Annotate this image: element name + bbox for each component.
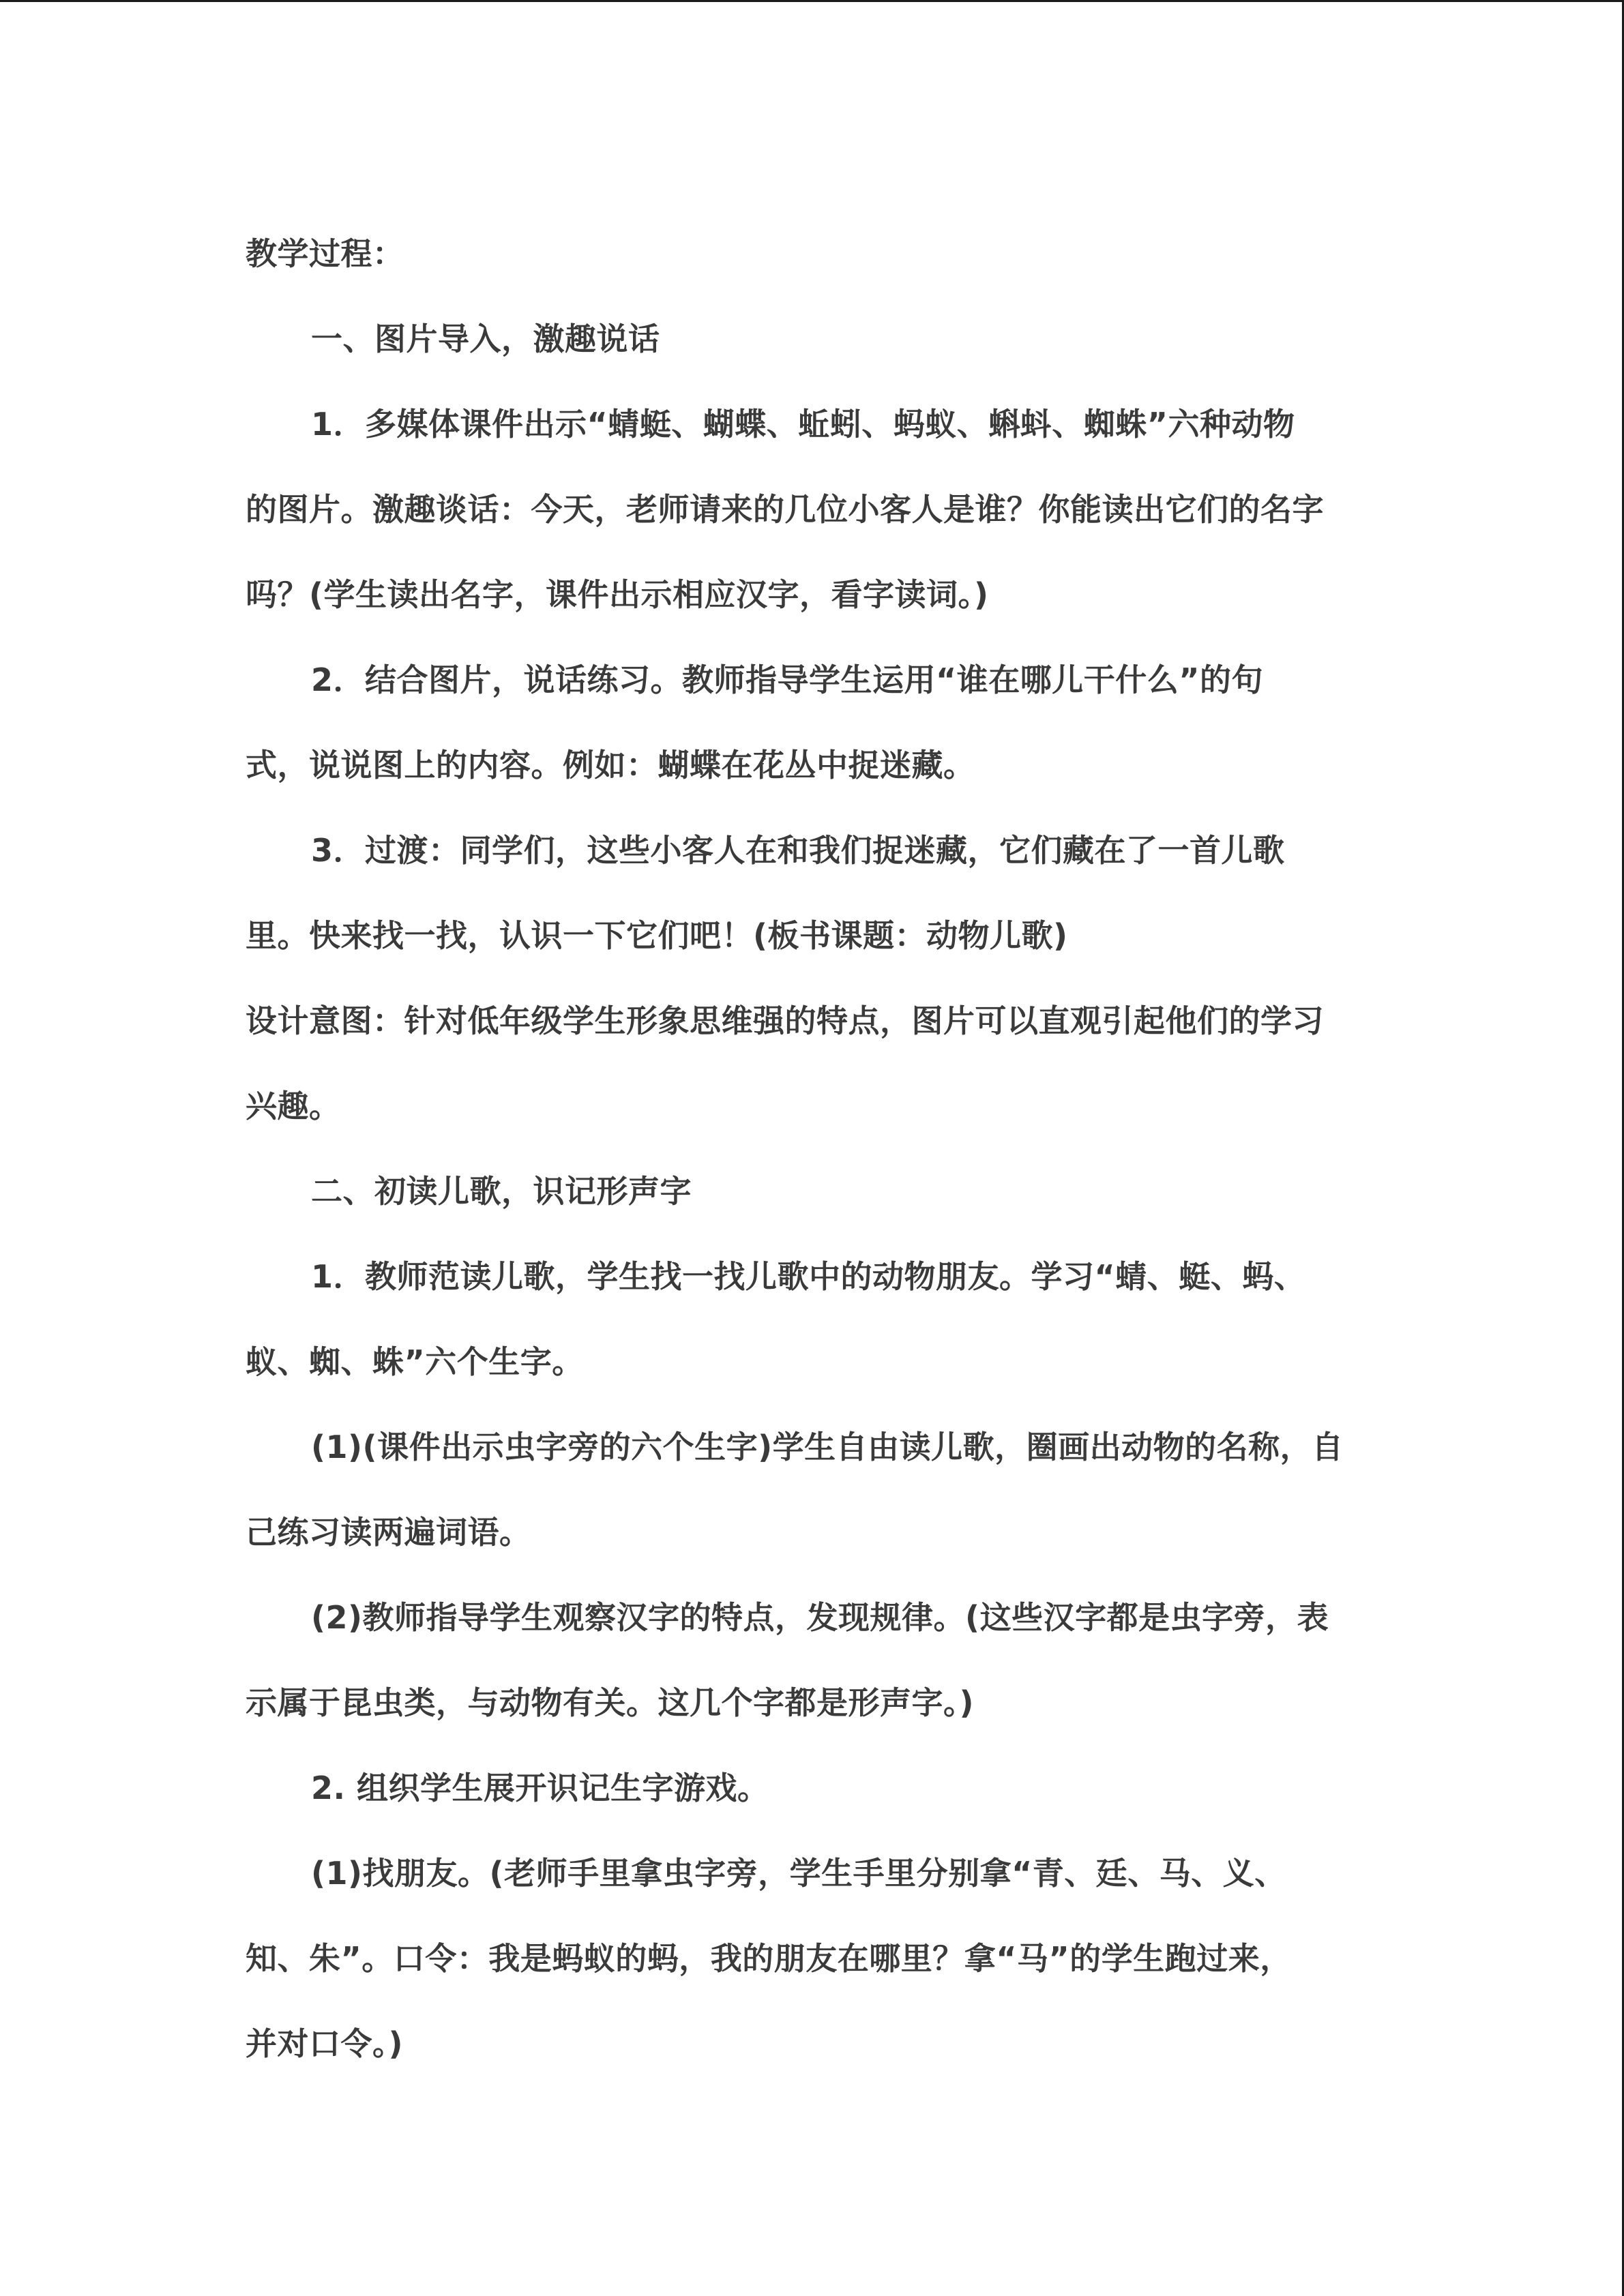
paragraph-line: 的图片。激趣谈话：今天，老师请来的几位小客人是谁？你能读出它们的名字 (246, 491, 1324, 528)
paragraph-line: 2. 组织学生展开识记生字游戏。 (311, 1770, 769, 1806)
section-heading-teaching-process: 教学过程： (246, 235, 404, 272)
paragraph-line: 吗？(学生读出名字，课件出示相应汉字，看字读词。) (246, 576, 989, 613)
paragraph-line: 1．多媒体课件出示“蜻蜓、蝴蝶、蚯蚓、蚂蚁、蝌蚪、蜘蛛”六种动物 (311, 406, 1295, 443)
subheading-first-reading: 二、初读儿歌，识记形声字 (311, 1173, 692, 1210)
page-border-top (0, 0, 1624, 2)
document-body (246, 211, 1371, 2087)
subheading-picture-intro: 一、图片导入，激趣说话 (311, 320, 660, 357)
paragraph-line: (1)(课件出示虫字旁的六个生字)学生自由读儿歌，圈画出动物的名称，自 (311, 1429, 1344, 1465)
paragraph-line: (1)找朋友。(老师手里拿虫字旁，学生手里分别拿“青、廷、马、义、 (311, 1855, 1286, 1892)
paragraph-line: 式，说说图上的内容。例如：蝴蝶在花丛中捉迷藏。 (246, 747, 975, 784)
paragraph-line: 里。快来找一找，认识一下它们吧！(板书课题：动物儿歌) (246, 917, 1068, 954)
design-intent-line: 设计意图：针对低年级学生形象思维强的特点，图片可以直观引起他们的学习 (246, 1002, 1324, 1039)
paragraph-line: 1．教师范读儿歌，学生找一找儿歌中的动物朋友。学习“蜻、蜓、蚂、 (311, 1258, 1306, 1295)
paragraph-line: 知、朱”。口令：我是蚂蚁的蚂，我的朋友在哪里？拿“马”的学生跑过来， (246, 1940, 1292, 1977)
design-intent-line: 兴趣。 (246, 1088, 341, 1124)
paragraph-line: 并对口令。) (246, 2025, 404, 2062)
paragraph-line: 3．过渡：同学们，这些小客人在和我们捉迷藏，它们藏在了一首儿歌 (311, 832, 1285, 869)
paragraph-line: 蚁、蜘、蛛”六个生字。 (246, 1343, 584, 1380)
paragraph-line: (2)教师指导学生观察汉字的特点，发现规律。(这些汉字都是虫字旁，表 (311, 1599, 1329, 1636)
paragraph-line: 己练习读两遍词语。 (246, 1514, 531, 1551)
paragraph-line: 2．结合图片，说话练习。教师指导学生运用“谁在哪儿干什么”的句 (311, 661, 1263, 698)
paragraph-line: 示属于昆虫类，与动物有关。这几个字都是形声字。) (246, 1684, 975, 1721)
